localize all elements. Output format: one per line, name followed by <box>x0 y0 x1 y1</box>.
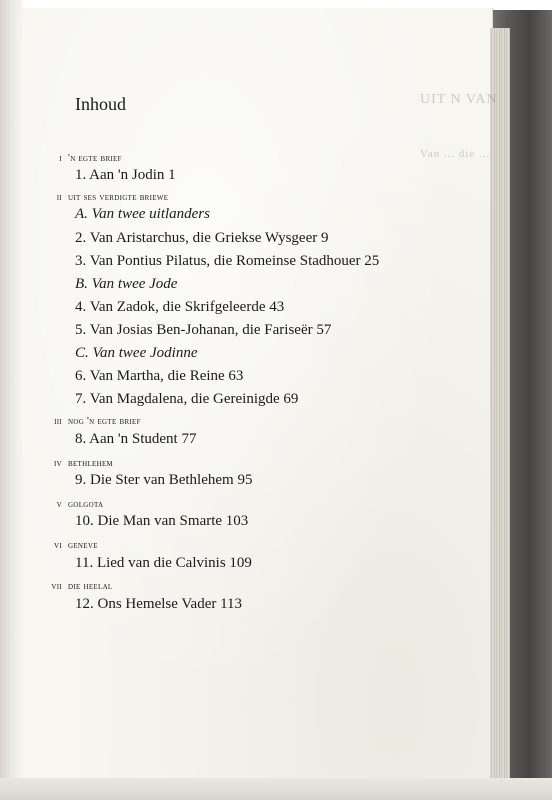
page-stack-edge <box>490 28 510 780</box>
toc-entry: 12. Ons Hemelse Vader 113 <box>75 596 243 612</box>
section-label: geneve <box>68 540 98 551</box>
toc-entry: 5. Van Josias Ben-Johanan, die Fariseër 57 <box>75 322 332 338</box>
toc-section <box>34 416 141 427</box>
toc-subheading: A. Van twee uitlanders <box>75 206 210 222</box>
toc-subheading: B. Van twee Jode <box>75 276 178 292</box>
section-label: uit ses verdigte briewe <box>68 192 169 203</box>
toc-subheading: C. Van twee Jodinne <box>75 345 198 361</box>
show-through-text-2: Van ... die ... <box>420 148 491 160</box>
toc-entry: 1. Aan 'n Jodin 1 <box>75 167 176 183</box>
section-label: die heelal <box>68 581 113 592</box>
section-label: bethlehem <box>68 458 114 469</box>
toc-entry: 7. Van Magdalena, die Gereinigde 69 <box>75 391 299 407</box>
toc-entry: 11. Lied van die Calvinis 109 <box>75 555 252 571</box>
section-number: iv <box>54 458 62 469</box>
toc-section <box>34 458 113 469</box>
section-label: 'n egte brief <box>68 153 122 164</box>
toc-entry: 9. Die Ster van Bethlehem 95 <box>75 472 253 488</box>
section-number: i <box>59 153 62 164</box>
toc-entry: 3. Van Pontius Pilatus, die Romeinse Stadhouer 25 <box>75 253 380 269</box>
page-title: Inhoud <box>75 94 126 114</box>
page-gutter <box>0 0 22 800</box>
toc-section <box>34 192 168 203</box>
show-through-text-1: UIT N VAN <box>420 92 498 107</box>
toc-section <box>34 581 113 592</box>
toc-section <box>34 153 122 164</box>
toc-entry: 6. Van Martha, die Reine 63 <box>75 368 244 384</box>
toc-entry: 4. Van Zadok, die Skrifgeleerde 43 <box>75 299 285 315</box>
section-number: vii <box>51 581 62 592</box>
toc-entry: 2. Van Aristarchus, die Griekse Wysgeer 9 <box>75 230 329 246</box>
section-number: iii <box>54 416 62 427</box>
section-number: v <box>56 499 62 510</box>
section-number: vi <box>54 540 62 551</box>
toc-entry: 10. Die Man van Smarte 103 <box>75 513 249 529</box>
bottom-edge <box>0 778 552 800</box>
section-label: golgota <box>68 499 104 510</box>
toc-section <box>34 540 98 551</box>
toc-entry: 8. Aan 'n Student 77 <box>75 431 197 447</box>
toc-section <box>34 499 103 510</box>
section-label: nog 'n egte brief <box>68 416 141 427</box>
section-number: ii <box>56 192 62 203</box>
